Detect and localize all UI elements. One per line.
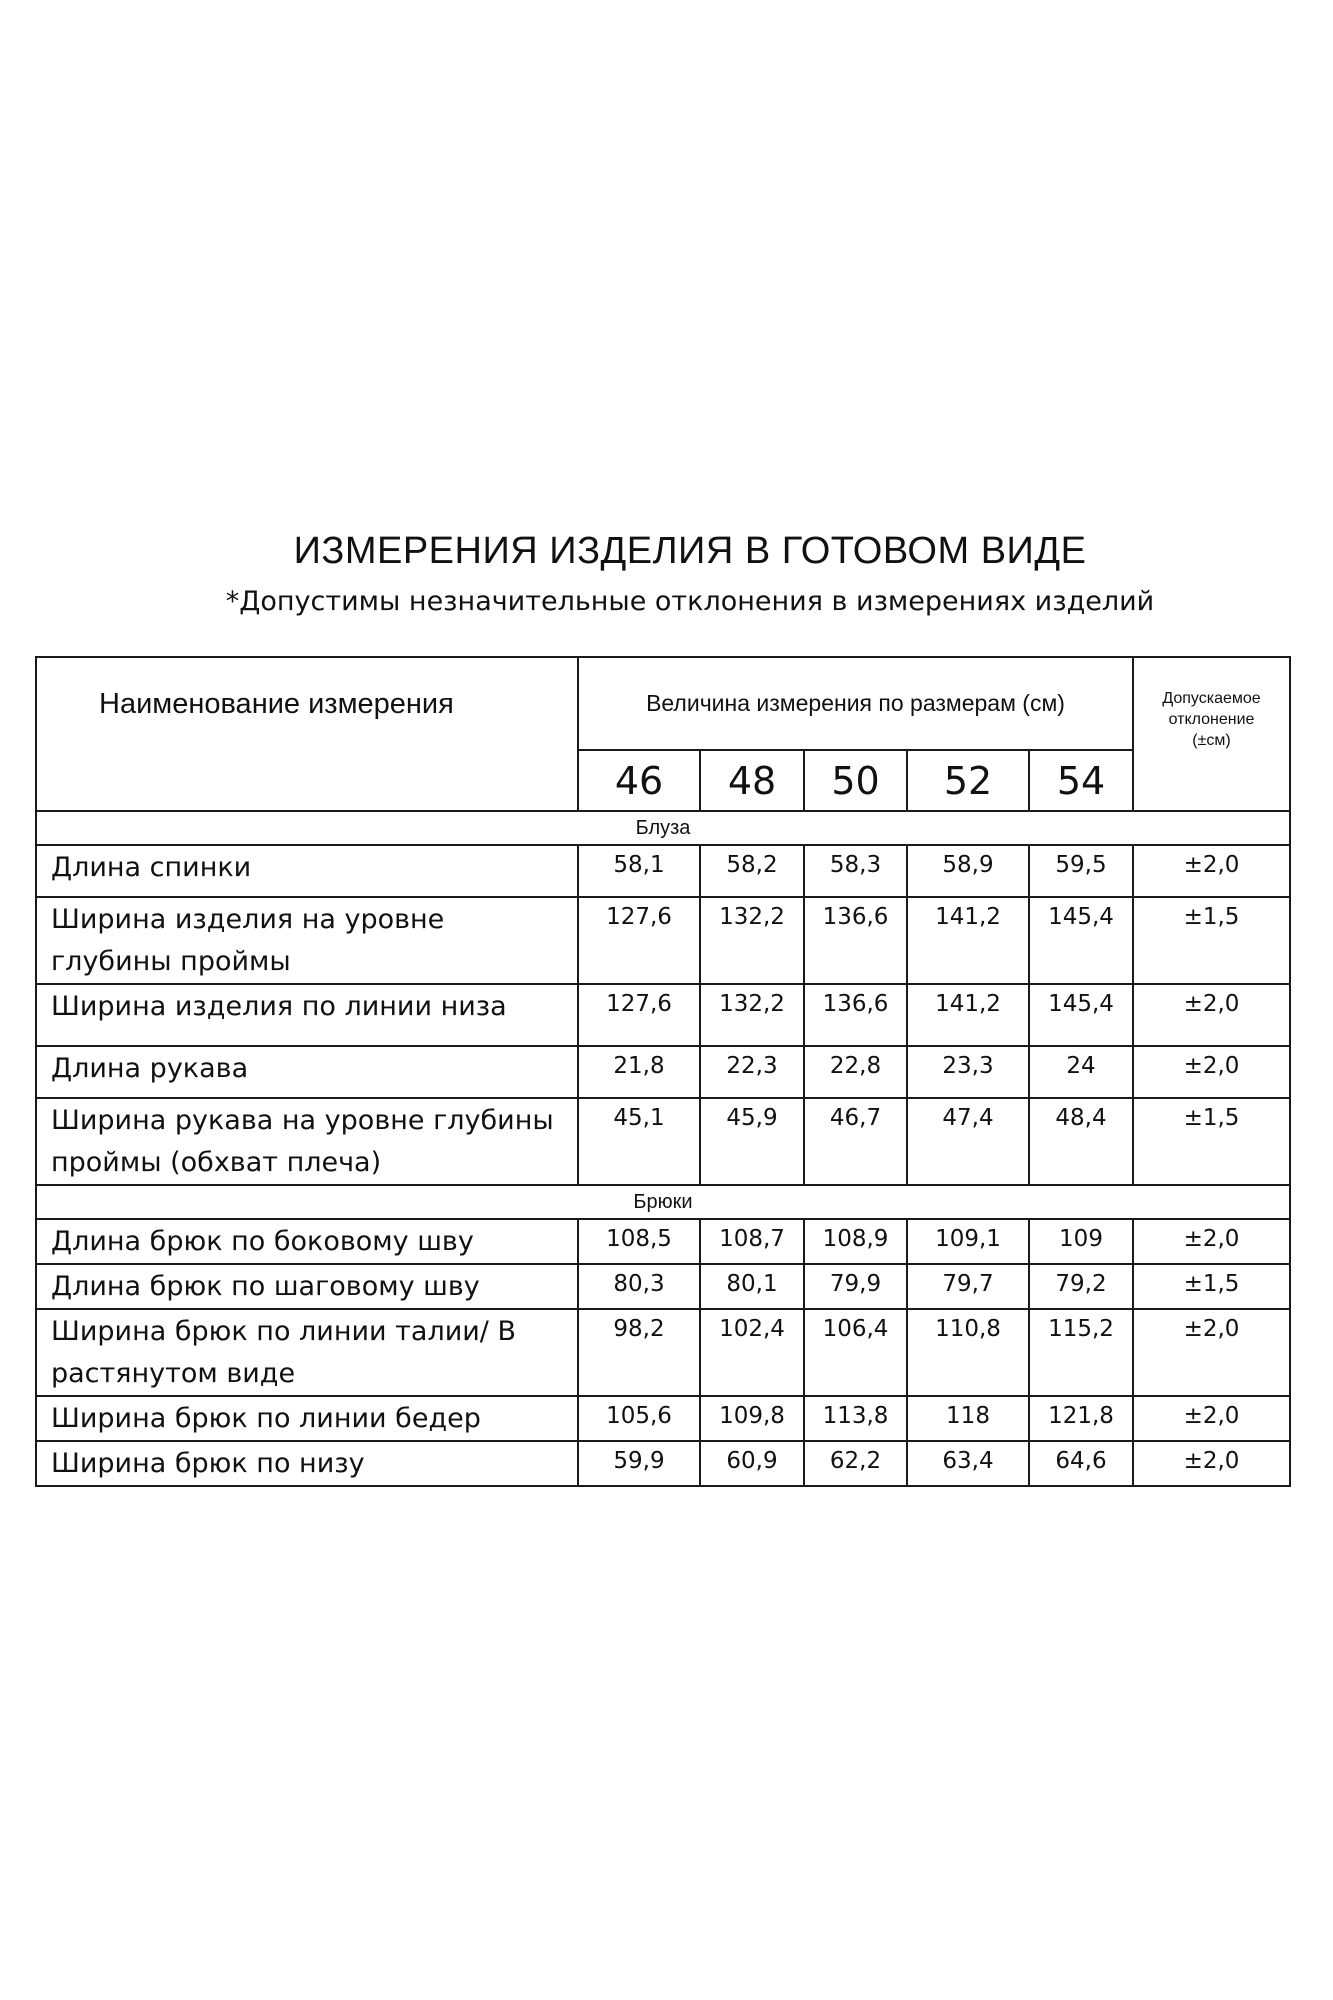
measurement-value: 64,6 — [1029, 1441, 1133, 1486]
measurement-value: 46,7 — [804, 1098, 907, 1185]
page-subtitle: *Допустимы незначительные отклонения в измерениях изделий — [225, 586, 1155, 617]
measurement-name: Длина брюк по боковому шву — [36, 1219, 578, 1264]
measurement-value: 80,1 — [700, 1264, 804, 1309]
measurement-value: 58,1 — [578, 845, 700, 897]
measurement-value: 115,2 — [1029, 1309, 1133, 1396]
measurement-value: 63,4 — [907, 1441, 1029, 1486]
tolerance-value: ±2,0 — [1133, 1046, 1290, 1098]
measurement-value: 118 — [907, 1396, 1029, 1441]
measurement-value: 132,2 — [700, 984, 804, 1046]
column-header-values: Величина измерения по размерам (см) — [578, 657, 1133, 750]
measurement-name: Ширина брюк по линии бедер — [36, 1396, 578, 1441]
size-header: 54 — [1029, 750, 1133, 811]
section-row — [36, 811, 1290, 845]
table-row — [36, 1046, 1290, 1098]
column-header-name: Наименование измерения — [36, 657, 578, 811]
measurement-name: Ширина рукава на уровне глубины проймы (обхват плеча) — [36, 1098, 578, 1185]
measurement-value: 132,2 — [700, 897, 804, 984]
tolerance-value: ±2,0 — [1133, 1219, 1290, 1264]
measurements-table — [35, 656, 1291, 1487]
section-row — [36, 1185, 1290, 1219]
measurement-value: 121,8 — [1029, 1396, 1133, 1441]
size-header: 48 — [700, 750, 804, 811]
table-row — [36, 1098, 1290, 1185]
measurement-value: 102,4 — [700, 1309, 804, 1396]
measurement-value: 108,7 — [700, 1219, 804, 1264]
tolerance-header-line: отклонение — [1168, 711, 1255, 728]
measurement-name: Длина рукава — [36, 1046, 578, 1098]
measurement-value: 58,3 — [804, 845, 907, 897]
table-row — [36, 1309, 1290, 1396]
measurement-value: 21,8 — [578, 1046, 700, 1098]
measurement-value: 109 — [1029, 1219, 1133, 1264]
measurement-value: 98,2 — [578, 1309, 700, 1396]
table-row — [36, 845, 1290, 897]
measurement-value: 109,1 — [907, 1219, 1029, 1264]
measurement-value: 58,9 — [907, 845, 1029, 897]
measurement-value: 113,8 — [804, 1396, 907, 1441]
table-row — [36, 1219, 1290, 1264]
measurement-value: 141,2 — [907, 897, 1029, 984]
measurement-value: 105,6 — [578, 1396, 700, 1441]
measurement-value: 136,6 — [804, 984, 907, 1046]
table-row — [36, 984, 1290, 1046]
measurement-value: 60,9 — [700, 1441, 804, 1486]
measurement-value: 48,4 — [1029, 1098, 1133, 1185]
measurement-value: 22,3 — [700, 1046, 804, 1098]
measurement-value: 145,4 — [1029, 897, 1133, 984]
measurement-value: 59,9 — [578, 1441, 700, 1486]
measurement-name: Ширина изделия на уровне глубины проймы — [36, 897, 578, 984]
tolerance-header-line: Допускаемое — [1162, 690, 1261, 707]
size-header: 50 — [804, 750, 907, 811]
measurement-value: 23,3 — [907, 1046, 1029, 1098]
tolerance-value: ±2,0 — [1133, 984, 1290, 1046]
measurement-value: 145,4 — [1029, 984, 1133, 1046]
measurement-value: 79,9 — [804, 1264, 907, 1309]
measurement-value: 22,8 — [804, 1046, 907, 1098]
page-title: ИЗМЕРЕНИЯ ИЗДЕЛИЯ В ГОТОВОМ ВИДЕ — [293, 530, 1087, 572]
measurement-value: 24 — [1029, 1046, 1133, 1098]
table-row — [36, 1396, 1290, 1441]
tolerance-header-line: (±см) — [1192, 732, 1231, 749]
size-header: 52 — [907, 750, 1029, 811]
measurement-value: 62,2 — [804, 1441, 907, 1486]
size-header: 46 — [578, 750, 700, 811]
measurement-value: 45,1 — [578, 1098, 700, 1185]
measurement-value: 59,5 — [1029, 845, 1133, 897]
measurement-value: 136,6 — [804, 897, 907, 984]
measurement-value: 79,2 — [1029, 1264, 1133, 1309]
column-header-tolerance — [1133, 657, 1290, 811]
measurement-value: 108,9 — [804, 1219, 907, 1264]
section-label: Брюки — [36, 1185, 1290, 1219]
measurement-name: Длина спинки — [36, 845, 578, 897]
measurement-value: 110,8 — [907, 1309, 1029, 1396]
measurement-name: Длина брюк по шаговому шву — [36, 1264, 578, 1309]
measurement-value: 106,4 — [804, 1309, 907, 1396]
measurement-value: 127,6 — [578, 897, 700, 984]
measurement-value: 80,3 — [578, 1264, 700, 1309]
table-row — [36, 1441, 1290, 1486]
tolerance-value: ±1,5 — [1133, 897, 1290, 984]
measurement-value: 141,2 — [907, 984, 1029, 1046]
tolerance-value: ±2,0 — [1133, 845, 1290, 897]
tolerance-value: ±1,5 — [1133, 1264, 1290, 1309]
table-row — [36, 897, 1290, 984]
tolerance-value: ±2,0 — [1133, 1396, 1290, 1441]
measurement-value: 58,2 — [700, 845, 804, 897]
measurement-name: Ширина брюк по низу — [36, 1441, 578, 1486]
table-row — [36, 1264, 1290, 1309]
measurement-value: 79,7 — [907, 1264, 1029, 1309]
measurement-value: 127,6 — [578, 984, 700, 1046]
measurement-value: 45,9 — [700, 1098, 804, 1185]
tolerance-value: ±2,0 — [1133, 1309, 1290, 1396]
measurement-name: Ширина брюк по линии талии/ В растянутом виде — [36, 1309, 578, 1396]
measurement-name: Ширина изделия по линии низа — [36, 984, 578, 1046]
measurement-value: 108,5 — [578, 1219, 700, 1264]
section-label: Блуза — [36, 811, 1290, 845]
tolerance-value: ±1,5 — [1133, 1098, 1290, 1185]
tolerance-value: ±2,0 — [1133, 1441, 1290, 1486]
measurement-value: 109,8 — [700, 1396, 804, 1441]
measurement-value: 47,4 — [907, 1098, 1029, 1185]
